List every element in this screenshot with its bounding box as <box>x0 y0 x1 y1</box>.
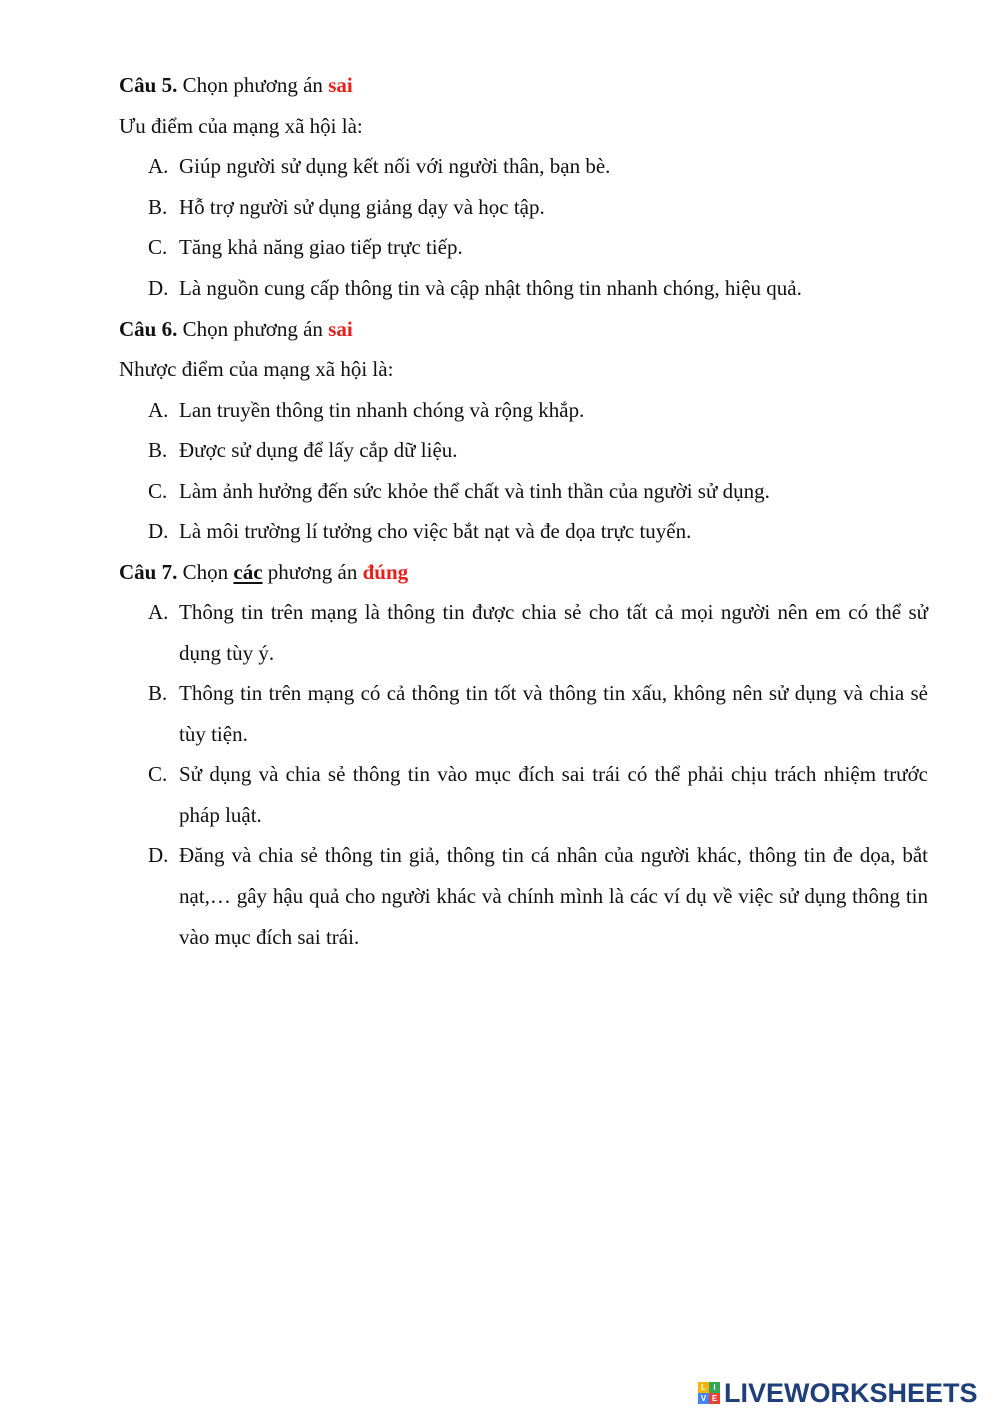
question-6-header <box>119 314 353 344</box>
option-text: Làm ảnh hưởng đến sức khỏe thể chất và tinh thần của người sử dụng. <box>179 479 770 503</box>
question-number: Câu 5. <box>119 73 178 97</box>
option-text: Được sử dụng để lấy cắp dữ liệu. <box>179 438 458 462</box>
option-letter: C. <box>148 235 168 259</box>
question-instruction: Chọn phương án <box>182 73 323 97</box>
option-letter: A. <box>148 398 169 422</box>
question-6-option-a <box>148 390 928 431</box>
liveworksheets-logo-icon <box>698 1382 720 1404</box>
option-letter: B. <box>148 438 168 462</box>
question-7-header <box>119 557 408 587</box>
logo-tile-l: L <box>698 1382 709 1393</box>
question-7-option-c <box>148 754 928 836</box>
question-6-option-c <box>148 471 928 512</box>
question-5-option-a <box>148 146 928 187</box>
question-keyword: sai <box>328 73 353 97</box>
question-5-option-b <box>148 187 928 228</box>
liveworksheets-logo-text: LIVEWORKSHEETS <box>724 1378 978 1408</box>
logo-tile-e: E <box>709 1393 720 1404</box>
option-letter: D. <box>148 843 169 867</box>
option-text: Tăng khả năng giao tiếp trực tiếp. <box>179 235 463 259</box>
option-text: Thông tin trên mạng là thông tin được chia sẻ cho tất cả mọi người nên em có thể sử dụng tùy ý. <box>179 600 928 665</box>
option-letter: B. <box>148 195 168 219</box>
option-letter: B. <box>148 681 168 705</box>
question-7-option-a <box>148 592 928 674</box>
question-instruction-pre: Chọn <box>182 560 229 584</box>
question-5-option-d <box>148 268 928 309</box>
question-instruction-underlined: các <box>233 560 263 584</box>
option-letter: D. <box>148 276 169 300</box>
question-instruction: Chọn phương án <box>182 317 323 341</box>
question-7-option-d <box>148 835 928 958</box>
option-text: Giúp người sử dụng kết nối với người thân, bạn bè. <box>179 154 611 178</box>
question-keyword: sai <box>328 317 353 341</box>
option-text: Hỗ trợ người sử dụng giảng dạy và học tập. <box>179 195 545 219</box>
option-text: Là môi trường lí tưởng cho việc bắt nạt và đe dọa trực tuyến. <box>179 519 692 543</box>
question-number: Câu 6. <box>119 317 178 341</box>
logo-tile-i: I <box>709 1382 720 1393</box>
option-text: Thông tin trên mạng có cả thông tin tốt và thông tin xấu, không nên sử dụng và chia sẻ tùy tiện. <box>179 681 928 746</box>
liveworksheets-logo <box>698 1378 978 1408</box>
option-letter: C. <box>148 762 168 786</box>
option-text: Lan truyền thông tin nhanh chóng và rộng khắp. <box>179 398 585 422</box>
question-5-stem: Ưu điểm của mạng xã hội là: <box>119 114 363 138</box>
question-6-option-d <box>148 511 928 552</box>
option-letter: A. <box>148 154 169 178</box>
question-5-header <box>119 70 353 100</box>
logo-tile-v: V <box>698 1393 709 1404</box>
question-instruction-post: phương án <box>267 560 358 584</box>
option-text: Đăng và chia sẻ thông tin giả, thông tin cá nhân của người khác, thông tin đe dọa, bắt nạt,… gây hậu quả cho người khác và chính mình là các ví dụ về việc sử dụng thông tin vào mục đích sai trái. <box>179 843 928 949</box>
question-keyword: đúng <box>362 560 409 584</box>
question-6-stem: Nhược điểm của mạng xã hội là: <box>119 357 394 381</box>
option-text: Là nguồn cung cấp thông tin và cập nhật thông tin nhanh chóng, hiệu quả. <box>179 276 802 300</box>
question-6-option-b <box>148 430 928 471</box>
option-letter: C. <box>148 479 168 503</box>
question-7-option-b <box>148 673 928 755</box>
question-5-option-c <box>148 227 928 268</box>
question-number: Câu 7. <box>119 560 178 584</box>
option-text: Sử dụng và chia sẻ thông tin vào mục đích sai trái có thể phải chịu trách nhiệm trước pháp luật. <box>179 762 928 827</box>
option-letter: A. <box>148 600 169 624</box>
option-letter: D. <box>148 519 169 543</box>
